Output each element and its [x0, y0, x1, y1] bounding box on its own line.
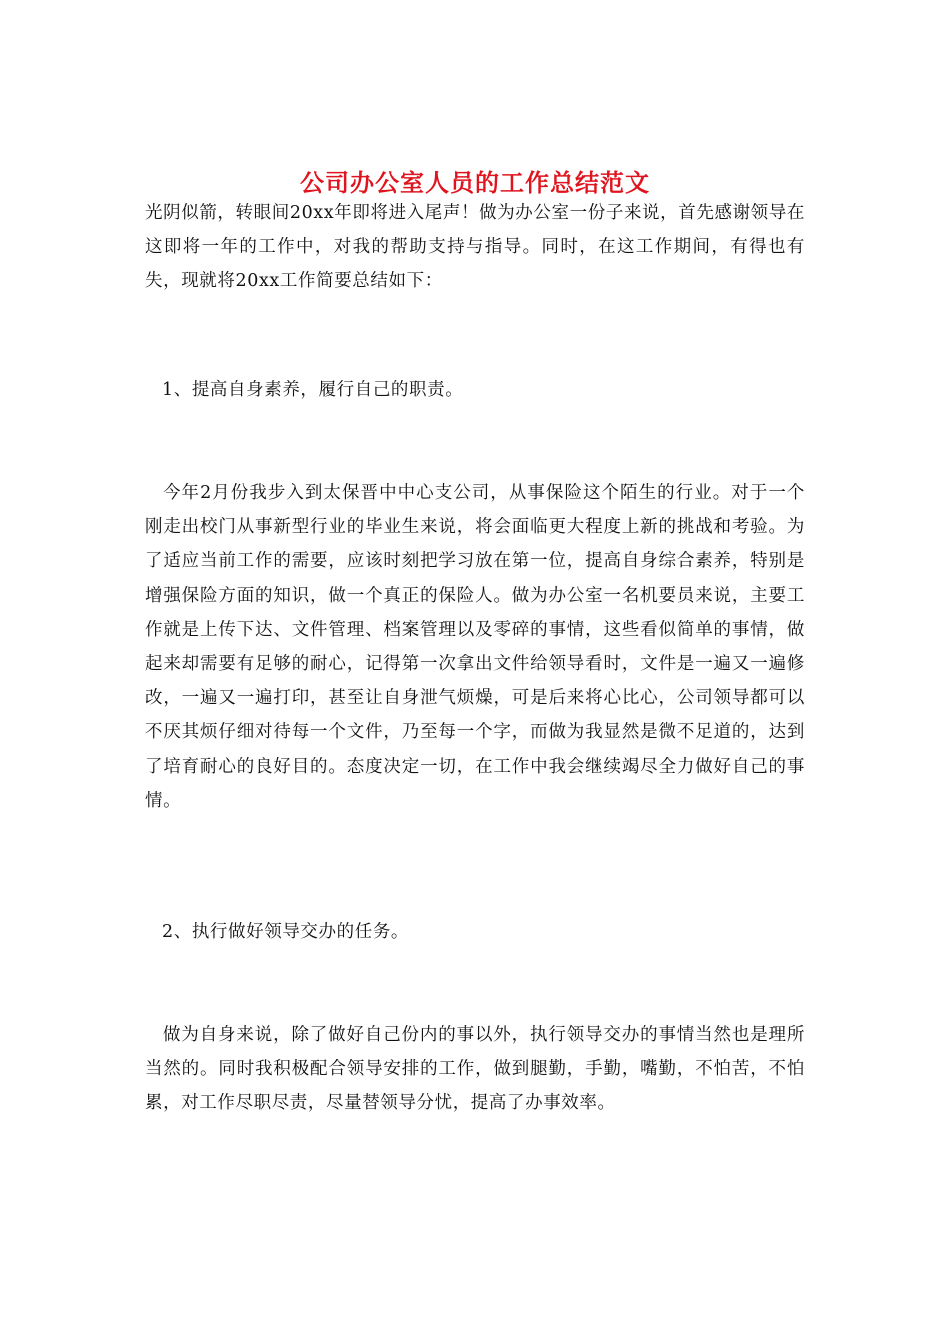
section-1-heading: 1、提高自身素养，履行自己的职责。: [162, 380, 464, 400]
section-1-body: 今年2月份我步入到太保晋中中心支公司，从事保险这个陌生的行业。对于一个刚走出校门从事新型行业的毕业生来说，将会面临更大程度上新的挑战和考验。为了适应当前工作的需要，应该时刻把学习放在第一位，提高自身综合素养，特别是增强保险方面的知识，做一个真正的保险人。做为办公室一名机要员来说，主要工作就是上传下达、文件管理、档案管理以及零碎的事情，这些看似简单的事情，做起来却需要有足够的耐心，记得第一次拿出文件给领导看时，文件是一遍又一遍修改，一遍又一遍打印，甚至让自身泄气烦燥，可是后来将心比心，公司领导都可以不厌其烦仔细对待每一个文件，乃至每一个字，而做为我显然是微不足道的，达到了培育耐心的良好目的。态度决定一切，在工作中我会继续竭尽全力做好自己的事情。: [145, 483, 805, 811]
section-2-body: 做为自身来说，除了做好自己份内的事以外，执行领导交办的事情当然也是理所当然的。同时我积极配合领导安排的工作，做到腿勤，手勤，嘴勤，不怕苦，不怕累，对工作尽职尽责，尽量替领导分忧，提高了办事效率。: [145, 1025, 805, 1114]
document-title: 公司办公室人员的工作总结范文: [300, 168, 650, 198]
intro-paragraph: 光阴似箭，转眼间20xx年即将进入尾声！做为办公室一份子来说，首先感谢领导在这即将一年的工作中，对我的帮助支持与指导。同时，在这工作期间，有得也有失，现就将20xx工作简要总结如下：: [145, 203, 805, 292]
section-2-heading: 2、执行做好领导交办的任务。: [162, 922, 410, 942]
